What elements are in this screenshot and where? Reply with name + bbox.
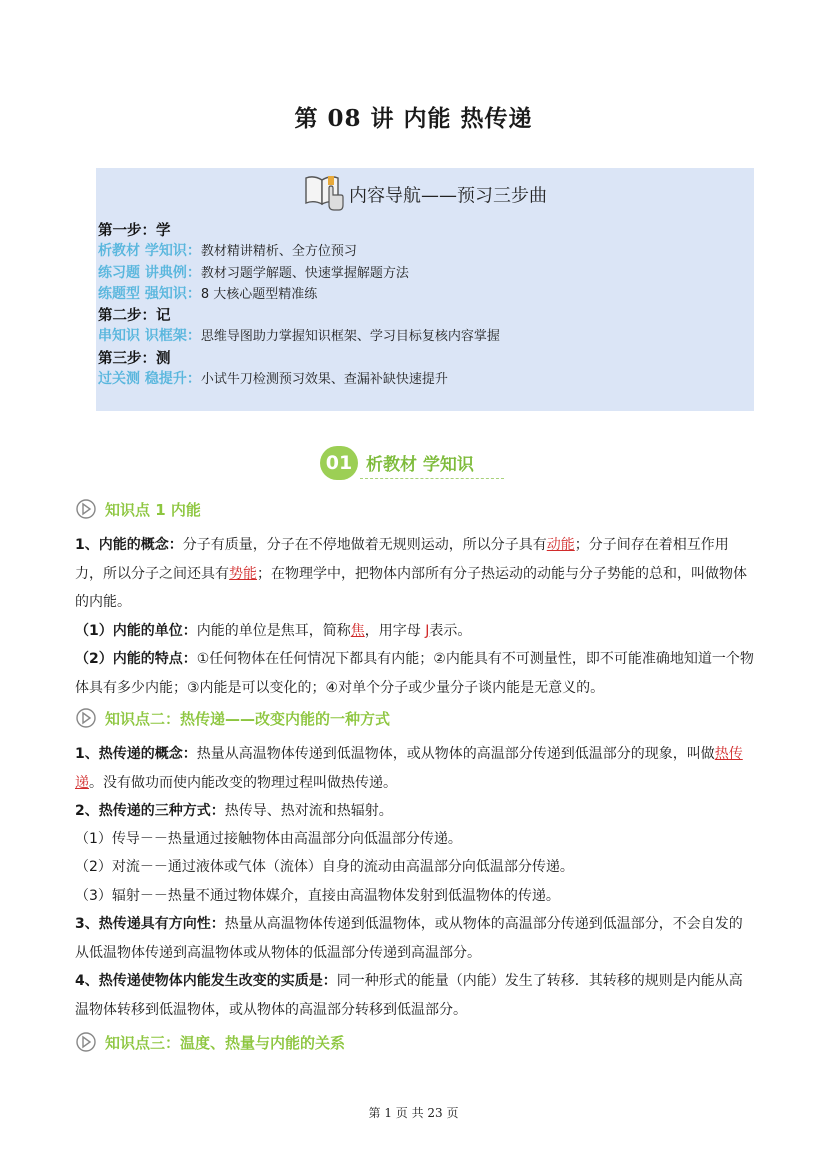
- nav-line: 过关测 稳提升：小试牛刀检测预习效果、查漏补缺快速提升: [98, 371, 448, 388]
- nav-header-text: 内容导航——预习三步曲: [349, 185, 547, 207]
- paragraph-internal-energy-concept: 1、内能的概念：分子有质量，分子在不停地做着无规则运动，所以分子具有动能；分子间存在着相互作用力，所以分子之间还具有势能；在物理学中，把物体内部所有分子热运动的动能与分子势能的总和，叫做物体的内能。: [75, 537, 747, 610]
- page-footer: 第 1 页 共 23 页: [368, 1106, 459, 1120]
- nav-line: 析教材 学知识：教材精讲精析、全方位预习: [98, 243, 357, 260]
- nav-line: 练题型 强知识：8 大核心题型精准练: [98, 285, 318, 302]
- paragraph-unit: （1）内能的单位：内能的单位是焦耳，简称焦，用字母 J表示。: [75, 623, 472, 639]
- play-circle-icon: [75, 707, 97, 733]
- content-navigation-box: [96, 168, 754, 411]
- section-label: 析教材 学知识: [366, 455, 474, 475]
- play-circle-icon: [75, 498, 97, 524]
- paragraph-radiation: （3）辐射－－热量不通过物体媒介，直接由高温物体发射到低温物体的传递。: [75, 888, 560, 904]
- nav-steps: [98, 220, 500, 390]
- paragraph-three-ways: 2、热传递的三种方式：热传导、热对流和热辐射。: [75, 803, 393, 819]
- step-1-heading: 第一步：学: [98, 222, 171, 239]
- paragraph-conduction: （1）传导－－热量通过接触物体由高温部分向低温部分传递。: [75, 831, 462, 847]
- paragraph-heat-transfer-concept: 1、热传递的概念：热量从高温物体传递到低温物体，或从物体的高温部分传递到低温部分的现象，叫做热传递。没有做功而使内能改变的物理过程叫做热传递。: [75, 746, 743, 791]
- page-title: 第 08 讲 内能 热传递: [294, 105, 533, 132]
- step-3-heading: 第三步：测: [98, 349, 171, 367]
- paragraph-features: （2）内能的特点：①任何物体在任何情况下都具有内能；②内能具有不可测量性，即不可能准确地知道一个物体具有多少内能；③内能是可以变化的；④对单个分子或少量分子谈内能是无意义的。: [75, 651, 754, 696]
- book-hand-icon: [303, 172, 345, 217]
- section-number: 01: [320, 446, 358, 480]
- nav-line: 练习题 讲典例：教材习题学解题、快速掌握解题方法: [98, 264, 409, 281]
- paragraph-direction: 3、热传递具有方向性：热量从高温物体传递到低温物体，或从物体的高温部分传递到低温部分，不会自发的从低温物体传递到高温物体或从物体的低温部分传递到高温部分。: [75, 916, 743, 961]
- play-circle-icon: [75, 1031, 97, 1057]
- section-underline: [360, 478, 504, 479]
- paragraph-convection: （2）对流－－通过液体或气体（流体）自身的流动由高温部分向低温部分传递。: [75, 859, 574, 875]
- paragraph-essence: 4、热传递使物体内能发生改变的实质是：同一种形式的能量（内能）发生了转移．其转移的规则是内能从高温物体转移到低温物体，或从物体的高温部分转移到低温部分。: [75, 973, 743, 1018]
- step-2-heading: 第二步：记: [98, 307, 171, 325]
- nav-line: 串知识 识框架：思维导图助力掌握知识框架、学习目标复核内容掌握: [98, 328, 500, 345]
- nav-header: [96, 172, 754, 217]
